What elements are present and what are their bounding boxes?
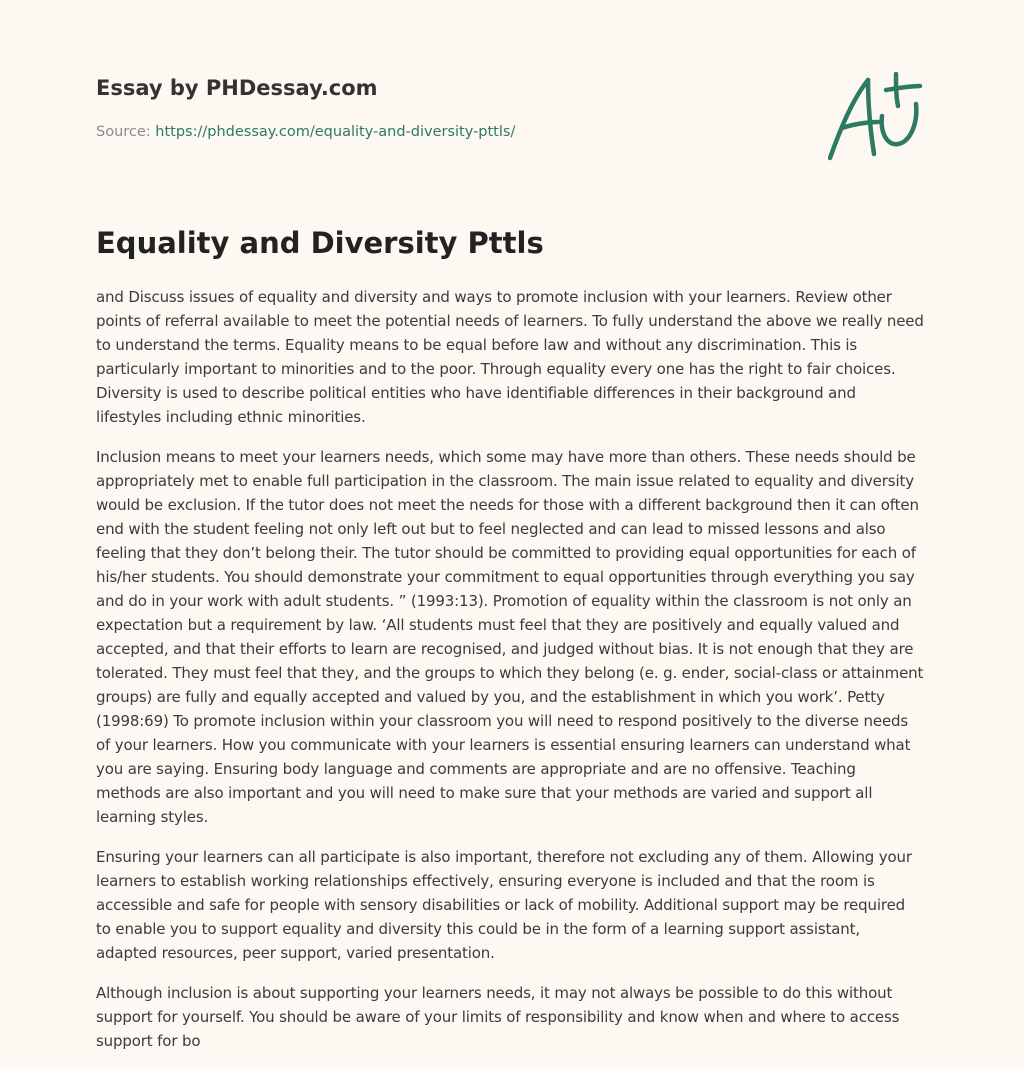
document-title: Equality and Diversity Pttls: [96, 226, 544, 260]
a-plus-logo-icon: [828, 70, 924, 162]
source-line: [96, 124, 515, 140]
source-label: Source:: [96, 124, 151, 140]
source-link[interactable]: https://phdessay.com/equality-and-diversity-pttls/: [155, 124, 516, 140]
paragraph: Ensuring your learners can all participate is also important, therefore not excluding any of them. Allowing your learners to establish working relationships effectively, ensuring everyone is included and that the room is accessible and safe for people with sensory disabilities or lack of mobility. Additional support may be required to enable you to support equality and diversity this could be in the form of a learning support assistant, adapted resources, peer support, varied presentation.: [96, 848, 912, 962]
paragraph: and Discuss issues of equality and diversity and ways to promote inclusion with your learners. Review other points of referral available to meet the potential needs of learners. To fully understand the above we really need to understand the terms. Equality means to be equal before law and without any discrimination. This is particularly important to minorities and to the poor. Through equality every one has the right to fair choices. Diversity is used to describe political entities who have identifiable differences in their background and lifestyles including ethnic minorities.: [96, 288, 924, 426]
a-plus-logo: [828, 70, 924, 162]
essay-body: [96, 285, 924, 1069]
paragraph: Although inclusion is about supporting your learners needs, it may not always be possible to do this without support for yourself. You should be aware of your limits of responsibility and know when and where to access support for bo: [96, 984, 900, 1050]
site-title: Essay by PHDessay.com: [96, 76, 378, 100]
paragraph: Inclusion means to meet your learners needs, which some may have more than others. These needs should be appropriately met to enable full participation in the classroom. The main issue related to equality and diversity would be exclusion. If the tutor does not meet the needs for those with a different background then it can often end with the student feeling not only left out but to feel neglected and can lead to missed lessons and also feeling that they don’t belong their. The tutor should be committed to providing equal opportunities for each of his/her students. You should demonstrate your commitment to equal opportunities through everything you say and do in your work with adult students. ” (1993:13). Promotion of equality within the classroom is not only an expectation but a requirement by law. ‘All students must feel that they are positively and equally valued and accepted, and that their efforts to learn are recognised, and judged without bias. It is not enough that they are tolerated. They must feel that they, and the groups to which they belong (e. g. ender, social-class or attainment groups) are fully and equally accepted and valued by you, and the establishment in which you work’. Petty (1998:69) To promote inclusion within your classroom you will need to respond positively to the diverse needs of your learners. How you communicate with your learners is essential ensuring learners can understand what you are saying. Ensuring body language and comments are appropriate and are no offensive. Teaching methods are also important and you will need to make sure that your methods are varied and support all learning styles.: [96, 448, 924, 826]
